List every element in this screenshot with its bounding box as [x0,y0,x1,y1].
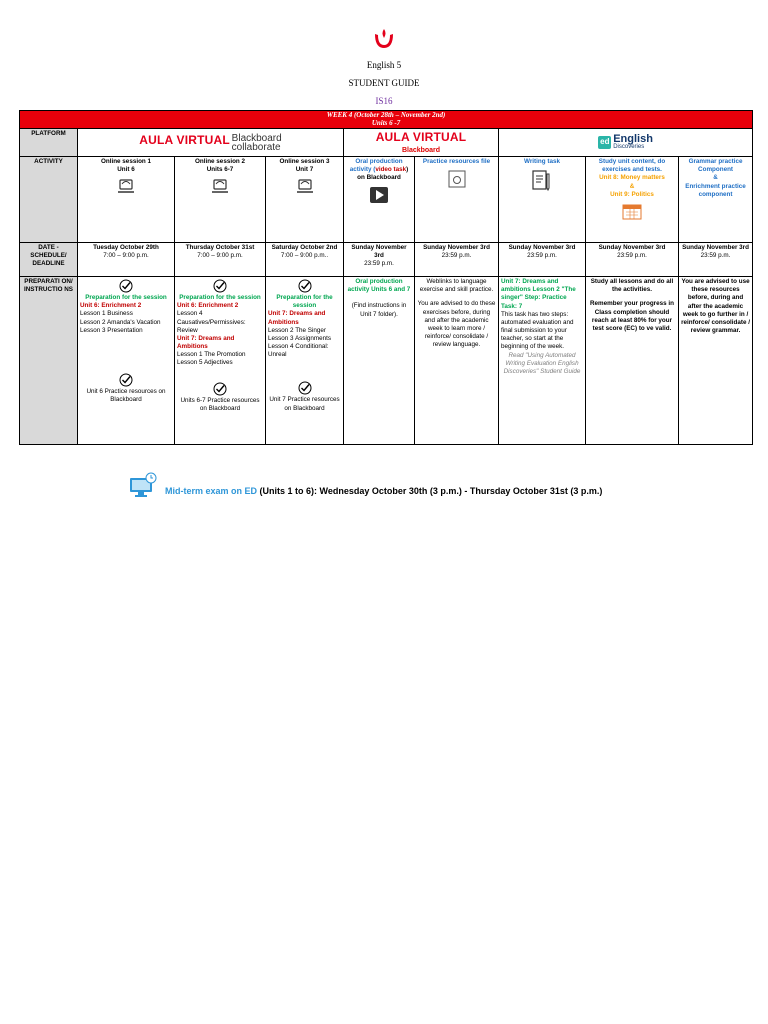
video-play-icon [369,186,389,204]
activity-study-unit: Study unit content, do exercises and tests. Unit 8: Money matters & Unit 9: Politics [586,157,679,243]
platform-aula-blackboard [344,129,499,157]
date-study-unit: Sunday November 3rd 23:59 p.m. [586,243,679,277]
laptop-headset-icon [294,177,316,195]
midterm-exam-label: Mid-term exam on ED [165,486,258,496]
ed-title: English [613,132,653,145]
ed-logo-icon: ed [598,136,611,148]
platform-label: PLATFORM [20,129,78,157]
activity-row [20,157,753,243]
check-circle-icon [213,382,227,396]
ed-subtitle: Discoveries [613,144,645,151]
activity-practice-resources: Practice resources file [415,157,499,243]
platform-row [20,129,753,157]
laptop-headset-icon [209,177,231,195]
check-circle-icon [119,373,133,387]
file-gear-icon [447,169,467,189]
blackboard-collaborate-logo: Blackboard collaborate [231,132,282,153]
document-title: STUDENT GUIDE [348,78,420,88]
prep-practice-resources: Weblinks to language exercise and skill practice. You are advised to do these exercises before, during and after the academic week to learn more / reinforce/ consolidate / review language. [415,277,499,445]
date-session-2: Thursday October 31st 7:00 – 9:00 p.m. [175,243,266,277]
date-grammar-practice: Sunday November 3rd 23:59 p.m. [679,243,753,277]
prep-oral-production: Oral production activity Units 6 and 7 (Find instructions in Unit 7 folder). [344,277,415,445]
activity-grammar-practice: Grammar practice Component & Enrichment practice component [679,157,753,243]
platform-aula-collaborate [78,129,344,157]
blackboard-label: Blackboard [401,146,441,154]
prep-grammar-practice: You are advised to use these resources before, during and after the academic week to go further in / reinforce/ consolidate / review grammar. [679,277,753,445]
week-header-row [20,111,753,129]
writing-document-icon [531,169,553,193]
midterm-exam-detail: (Units 1 to 6): Wednesday October 30th (3 p.m.) - Thursday October 31st (3 p.m.) [257,486,603,496]
prep-writing-task: Unit 7: Dreams and ambitions Lesson 2 "The singer" Step: Practice Task: 7 This task has two steps: automated evaluation and final submission to your teacher, so start at the beginning of the week. Read "Using Automated Writing Evaluation English Discoveries" Student Guide [499,277,586,445]
date-row [20,243,753,277]
preparation-row [20,277,753,445]
prep-session-1: Preparation for the session Unit 6: Enrichment 2 Lesson 1 Business Lesson 2 Amanda's Vacation Lesson 3 Presentation Unit 6 Practice resources on Blackboard [78,277,175,445]
activity-session-1: Online session 1 Unit 6 [78,157,175,243]
check-circle-icon [298,279,312,293]
calendar-icon [622,202,642,220]
computer-exam-icon [129,472,157,498]
date-label: DATE -SCHEDULE/ DEADLINE [20,243,78,277]
laptop-headset-icon [115,177,137,195]
activity-label: ACTIVITY [20,157,78,243]
activity-oral-production: Oral production activity (video task) on Blackboard [344,157,415,243]
midterm-exam-notice [129,472,729,498]
aula-virtual-logo-2: AULA VIRTUAL [375,130,467,145]
date-writing-task: Sunday November 3rd 23:59 p.m. [499,243,586,277]
prep-study-unit: Study all lessons and do all the activities. Remember your progress in Class completion should reach at least 80% for your test score (EC) to ve valid. [586,277,679,445]
check-circle-icon [213,279,227,293]
activity-session-3: Online session 3 Unit 7 [266,157,344,243]
week-units: Units 6 -7 [371,119,401,128]
date-session-3: Saturday October 2nd 7:00 – 9:00 p.m.. [266,243,344,277]
midterm-exam-text [165,486,602,496]
course-code: IS16 [375,96,393,106]
activity-writing-task: Writing task [499,157,586,243]
preparation-label: PREPARATI ON/ INSTRUCTIO NS [20,277,78,445]
date-session-1: Tuesday October 29th 7:00 – 9:00 p.m. [78,243,175,277]
course-title: English 5 [366,60,402,70]
check-circle-icon [298,381,312,395]
activity-session-2: Online session 2 Units 6-7 [175,157,266,243]
student-guide-table [19,110,753,445]
upc-logo [372,28,396,50]
prep-session-3: Preparation for the session Unit 7: Dreams and Ambitions Lesson 2 The Singer Lesson 3 Assignments Lesson 4 Conditional: Unreal Unit 7 Practice resources on Blackboard [266,277,344,445]
prep-session-2: Preparation for the session Unit 6: Enrichment 2 Lesson 4 Causatives/Permissives: Review Unit 7: Dreams and Ambitions Lesson 1 The Promotion Lesson 5 Adjectives Units 6-7 Practice resources on Blackboard [175,277,266,445]
aula-virtual-logo: AULA VIRTUAL [139,133,230,148]
date-practice-resources: Sunday November 3rd 23:59 p.m. [415,243,499,277]
date-oral-production: Sunday November 3rd 23:59 p.m. [344,243,415,277]
week-title: WEEK 4 (October 28th – November 2nd) [326,111,446,119]
platform-english-discoveries [499,129,753,157]
check-circle-icon [119,279,133,293]
